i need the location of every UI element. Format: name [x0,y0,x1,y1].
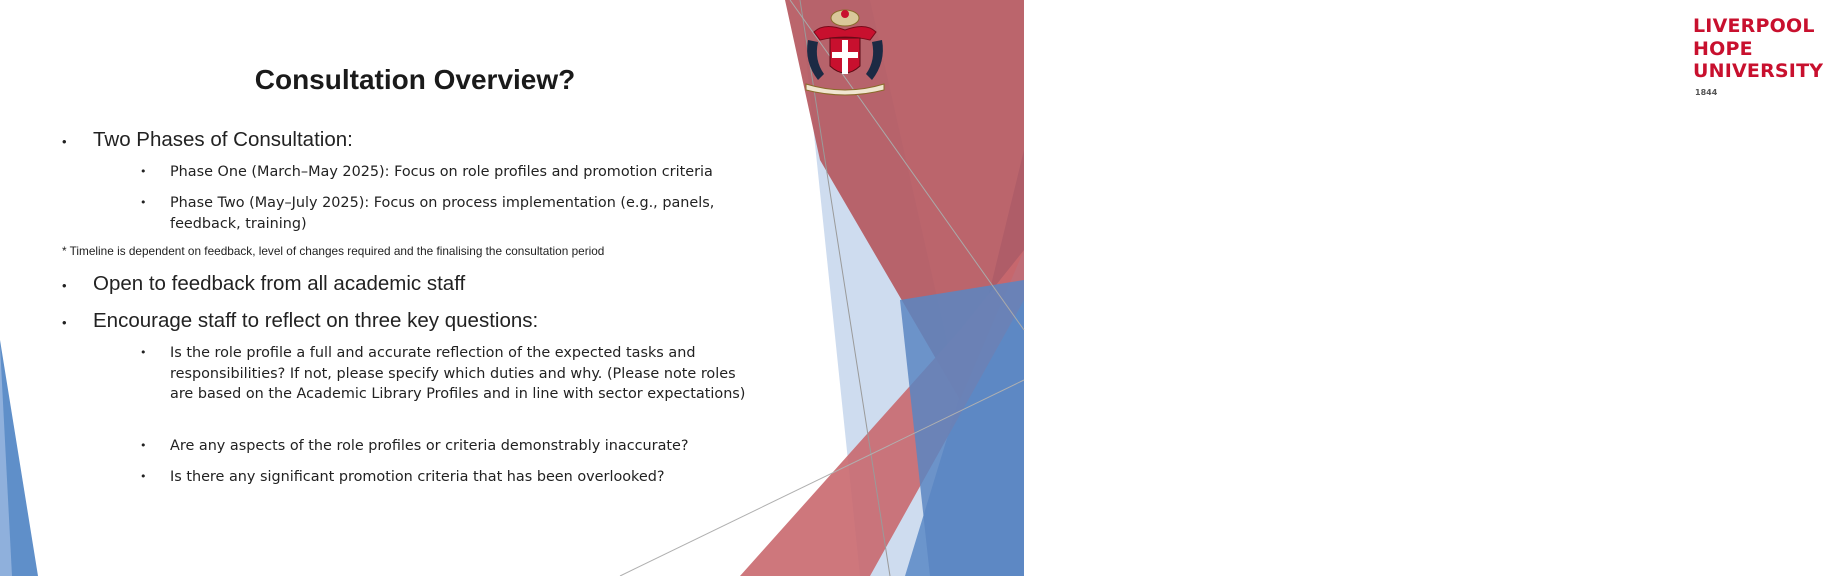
bullet-icon: • [140,346,147,359]
list-item-phase-two [140,193,760,234]
bullet-icon: • [62,134,67,149]
bullet-icon: • [140,439,147,452]
bullet-icon: • [140,470,147,483]
phases-heading: Two Phases of Consultation: [93,128,353,151]
phase-two-text: Phase Two (May–July 2025): Focus on process implementation (e.g., panels, feedback, training) [170,195,715,232]
timeline-note: * Timeline is dependent on feedback, level of changes required and the finalising the consultation period [62,244,605,258]
open-feedback-text: Open to feedback from all academic staff [93,272,466,295]
list-item-question-three [140,467,760,488]
bullet-icon: • [140,165,147,178]
list-item-question-one [140,343,760,405]
list-item-phase-one [140,162,760,183]
encourage-text: Encourage staff to reflect on three key questions: [93,309,539,332]
question-three-text: Is there any significant promotion criteria that has been overlooked? [170,469,665,485]
university-logo [800,4,1823,100]
logo-line-2: HOPE [1693,38,1753,60]
question-one-text: Is the role profile a full and accurate reflection of the expected tasks and responsibilities? If not, please specify which duties and why. (Please note roles are based on the Academic Library Profiles and in line with sector expectations) [170,345,746,402]
bullet-icon: • [62,278,67,293]
phase-one-text: Phase One (March–May 2025): Focus on role profiles and promotion criteria [170,164,713,180]
logo-year: 1844 [1695,88,1718,97]
bullet-icon: • [62,315,67,330]
logo-line-1: LIVERPOOL [1693,15,1815,37]
logo-line-3: UNIVERSITY [1693,60,1823,82]
slide-title: Consultation Overview? [254,64,576,95]
bullet-icon: • [140,196,147,209]
list-item-question-two [140,436,760,457]
question-two-text: Are any aspects of the role profiles or criteria demonstrably inaccurate? [170,438,689,454]
